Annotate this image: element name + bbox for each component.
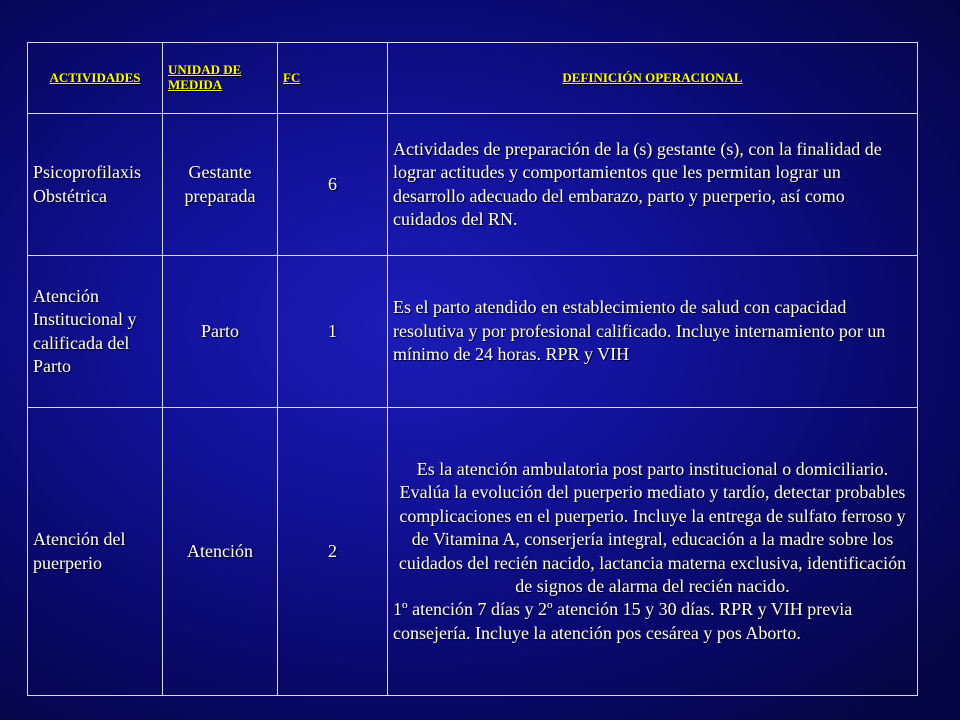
header-actividades: ACTIVIDADES xyxy=(28,43,163,114)
cell-fc: 1 xyxy=(278,256,388,408)
cell-fc: 6 xyxy=(278,114,388,256)
cell-actividad: Psicoprofilaxis Obstétrica xyxy=(28,114,163,256)
activities-table xyxy=(27,42,918,696)
table-row xyxy=(28,256,918,408)
cell-definicion xyxy=(388,408,918,696)
cell-unidad: Atención xyxy=(163,408,278,696)
cell-fc: 2 xyxy=(278,408,388,696)
cell-unidad: Parto xyxy=(163,256,278,408)
header-fc: FC xyxy=(278,43,388,114)
table-header-row xyxy=(28,43,918,114)
header-definicion-operacional: DEFINICIÓN OPERACIONAL xyxy=(388,43,918,114)
cell-definicion: Actividades de preparación de la (s) gestante (s), con la finalidad de lograr actitudes y comportamientos que les permitan lograr un desarrollo adecuado del embarazo, parto y puerperio, así como cuidados del RN. xyxy=(388,114,918,256)
cell-unidad: Gestante preparada xyxy=(163,114,278,256)
header-unidad-de-medida: UNIDAD DE MEDIDA xyxy=(163,43,278,114)
cell-actividad: Atención Institucional y calificada del Parto xyxy=(28,256,163,408)
table-row xyxy=(28,114,918,256)
definicion-extra-text: 1º atención 7 días y 2º atención 15 y 30 días. RPR y VIH previa consejería. Incluye la atención pos cesárea y pos Aborto. xyxy=(393,599,853,643)
definicion-main-text: Es la atención ambulatoria post parto institucional o domiciliario. Evalúa la evolución del puerperio mediato y tardío, detectar probables complicaciones en el puerperio. Incluye la entrega de sulfato ferroso y de Vitamina A, conserjería integral, educación a la madre sobre los cuidados del recién nacido, lactancia materna exclusiva, identificación de signos de alarma del recién nacido. xyxy=(398,458,907,596)
cell-actividad: Atención del puerperio xyxy=(28,408,163,696)
table-row xyxy=(28,408,918,696)
cell-definicion: Es el parto atendido en establecimiento de salud con capacidad resolutiva y por profesional calificado. Incluye internamiento por un mínimo de 24 horas. RPR y VIH xyxy=(388,256,918,408)
